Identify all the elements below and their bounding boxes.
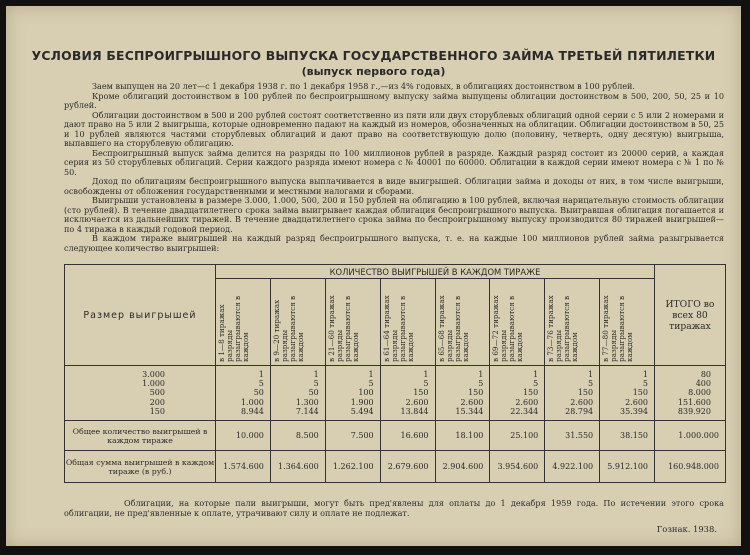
group-header: КОЛИЧЕСТВО ВЫИГРЫШЕЙ В КАЖДОМ ТИРАЖЕ — [216, 265, 655, 279]
sum-label: Общая сумма выигрышей в каждом тираже (в руб.) — [65, 451, 216, 483]
count-cell: 7.500 — [325, 421, 380, 451]
winnings-table — [64, 264, 726, 483]
footer-text: Облигации, на которые пали выигрыши, могут быть пред'явлены для оплаты до 1 декабря 1959 года. По истечении этого срока облигации, не пред'явленные к оплате, утрачивают силу и оплате не подлежат. — [64, 498, 724, 518]
count-cell: 38.150 — [600, 421, 655, 451]
column-header: в 61—64 тиражах разряды разыгрываются в каждом — [380, 279, 435, 366]
count-label: Общее количество выигрышей в каждом тираже — [65, 421, 216, 451]
count-cell: 8.500 — [270, 421, 325, 451]
table-cell: 1 5 150 2.600 22.344 — [490, 366, 545, 421]
count-cell: 10.000 — [216, 421, 271, 451]
column-header: в 69—72 тиражах разряды разыгрываются в каждом — [490, 279, 545, 366]
count-cell: 25.100 — [490, 421, 545, 451]
table-cell: 1 5 150 2.600 35.394 — [600, 366, 655, 421]
sum-cell: 1.364.600 — [270, 451, 325, 483]
paragraph: Облигации достоинством в 500 и 200 рублей состоят соответственно из пяти или двух сторублевых облигаций одной серии с 5 или 2 номерами и дают право на 5 или 2 выигрыша, которые одновременно падают на каждый из номеров, обозначенных на облигации. Облигации достоинством в 50, 25 и 10 рублей являются частями сторублевых облигаций и дают право на соответствующую долю (половину, четверть, одну десятую) выигрыша, выпавшего на сторублевую облигацию. — [64, 109, 724, 148]
sum-cell: 3.954.600 — [490, 451, 545, 483]
total-cell: 80 400 8.000 151.600 839.920 — [655, 366, 726, 421]
count-cell: 18.100 — [435, 421, 490, 451]
table-cell: 1 5 50 1.000 8.944 — [216, 366, 271, 421]
paragraph: Доход по облигациям беспроигрышного выпуска выплачивается в виде выигрышей. Облигации займа и доходы от них, в том числе выигрыши, освобождены от обложения государственными и местными налогами и сборами. — [64, 176, 724, 196]
table-cell: 1 5 50 1.300 7.144 — [270, 366, 325, 421]
paragraph: В каждом тираже выигрышей на каждый разряд беспроигрышного выпуска, т. е. на каждые 100 миллионов рублей займа разыгрывается следующее количество выигрышей: — [64, 233, 724, 253]
page-subtitle: (выпуск первого года) — [301, 65, 446, 78]
count-total: 1.000.000 — [655, 421, 726, 451]
table-cell: 1 5 150 2.600 15.344 — [435, 366, 490, 421]
paragraph: Выигрыши установлены в размере 3.000, 1.000, 500, 200 и 150 рублей на облигацию в 100 рублей, включая нарицательную стоимость облигации (сто рублей). В течение двадцатилетнего срока займа выигрывает каждая облигация беспроигрышного выпуска. Выигравшая облигация погашается и исключается из дальнейших тиражей. В течение двадцатилетнего срока займа по беспроигрышному выпуску производится 80 тиражей выигрышей—по 4 тиража в каждый годовой период. — [64, 195, 724, 234]
footer-note — [64, 499, 724, 518]
sum-total: 160.948.000 — [655, 451, 726, 483]
sum-cell: 4.922.100 — [545, 451, 600, 483]
count-cell: 16.600 — [380, 421, 435, 451]
sum-cell: 5.912.100 — [600, 451, 655, 483]
column-header: в 73—76 тиражах разряды разыгрываются в каждом — [545, 279, 600, 366]
table-cell: 1 5 100 1.900 5.494 — [325, 366, 380, 421]
paragraph: Беспроигрышный выпуск займа делится на разряды по 100 миллионов рублей в разряде. Каждый разряд состоит из 20000 серий, а каждая серия из 50 сторублевых облигаций. Серии каждого разряда имеют номера с № 40001 по 60000. Облигации в каждой серии имеют номера с № 1 по № 50. — [64, 147, 724, 177]
sum-cell: 1.262.100 — [325, 451, 380, 483]
paragraph: Заем выпущен на 20 лет—с 1 декабря 1938 г. по 1 декабря 1958 г.,—из 4% годовых, в облигациях достоинством в 100 рублей. — [92, 81, 636, 91]
size-header: Размер выигрышей — [65, 265, 216, 366]
table-cell: 1 5 150 2.600 13.844 — [380, 366, 435, 421]
sum-cell: 2.904.600 — [435, 451, 490, 483]
column-header: в 9—20 тиражах разряды разыгрываются в каждом — [270, 279, 325, 366]
page-title: УСЛОВИЯ БЕСПРОИГРЫШНОГО ВЫПУСКА ГОСУДАРСТВЕННОГО ЗАЙМА ТРЕТЬЕЙ ПЯТИЛЕТКИ — [31, 48, 716, 63]
printer-imprint: Гознак. 1938. — [656, 524, 717, 534]
count-cell: 31.550 — [545, 421, 600, 451]
column-header: в 21—60 тиражах разряды разыгрываются в каждом — [325, 279, 380, 366]
total-header: ИТОГО во всех 80 тиражах — [655, 265, 726, 366]
paragraph: Кроме облигаций достоинством в 100 рублей по беспроигрышному выпуску займа выпущены облигации достоинством в 500, 200, 50, 25 и 10 рублей. — [64, 90, 724, 110]
column-header: в 77—80 тиражах разряды разыгрываются в каждом — [600, 279, 655, 366]
sum-cell: 1.574.600 — [216, 451, 271, 483]
table-cell: 1 5 150 2.600 28.794 — [545, 366, 600, 421]
sum-cell: 2.679.600 — [380, 451, 435, 483]
bond-back-sheet — [6, 6, 741, 546]
conditions-text — [64, 82, 724, 253]
prize-sizes: 3.000 1.000 500 200 150 — [65, 366, 216, 421]
column-header: в 65—68 тиражах разряды разыгрываются в каждом — [435, 279, 490, 366]
column-header: в 1—8 тиражах разряды разыгрываются в каждом — [216, 279, 271, 366]
